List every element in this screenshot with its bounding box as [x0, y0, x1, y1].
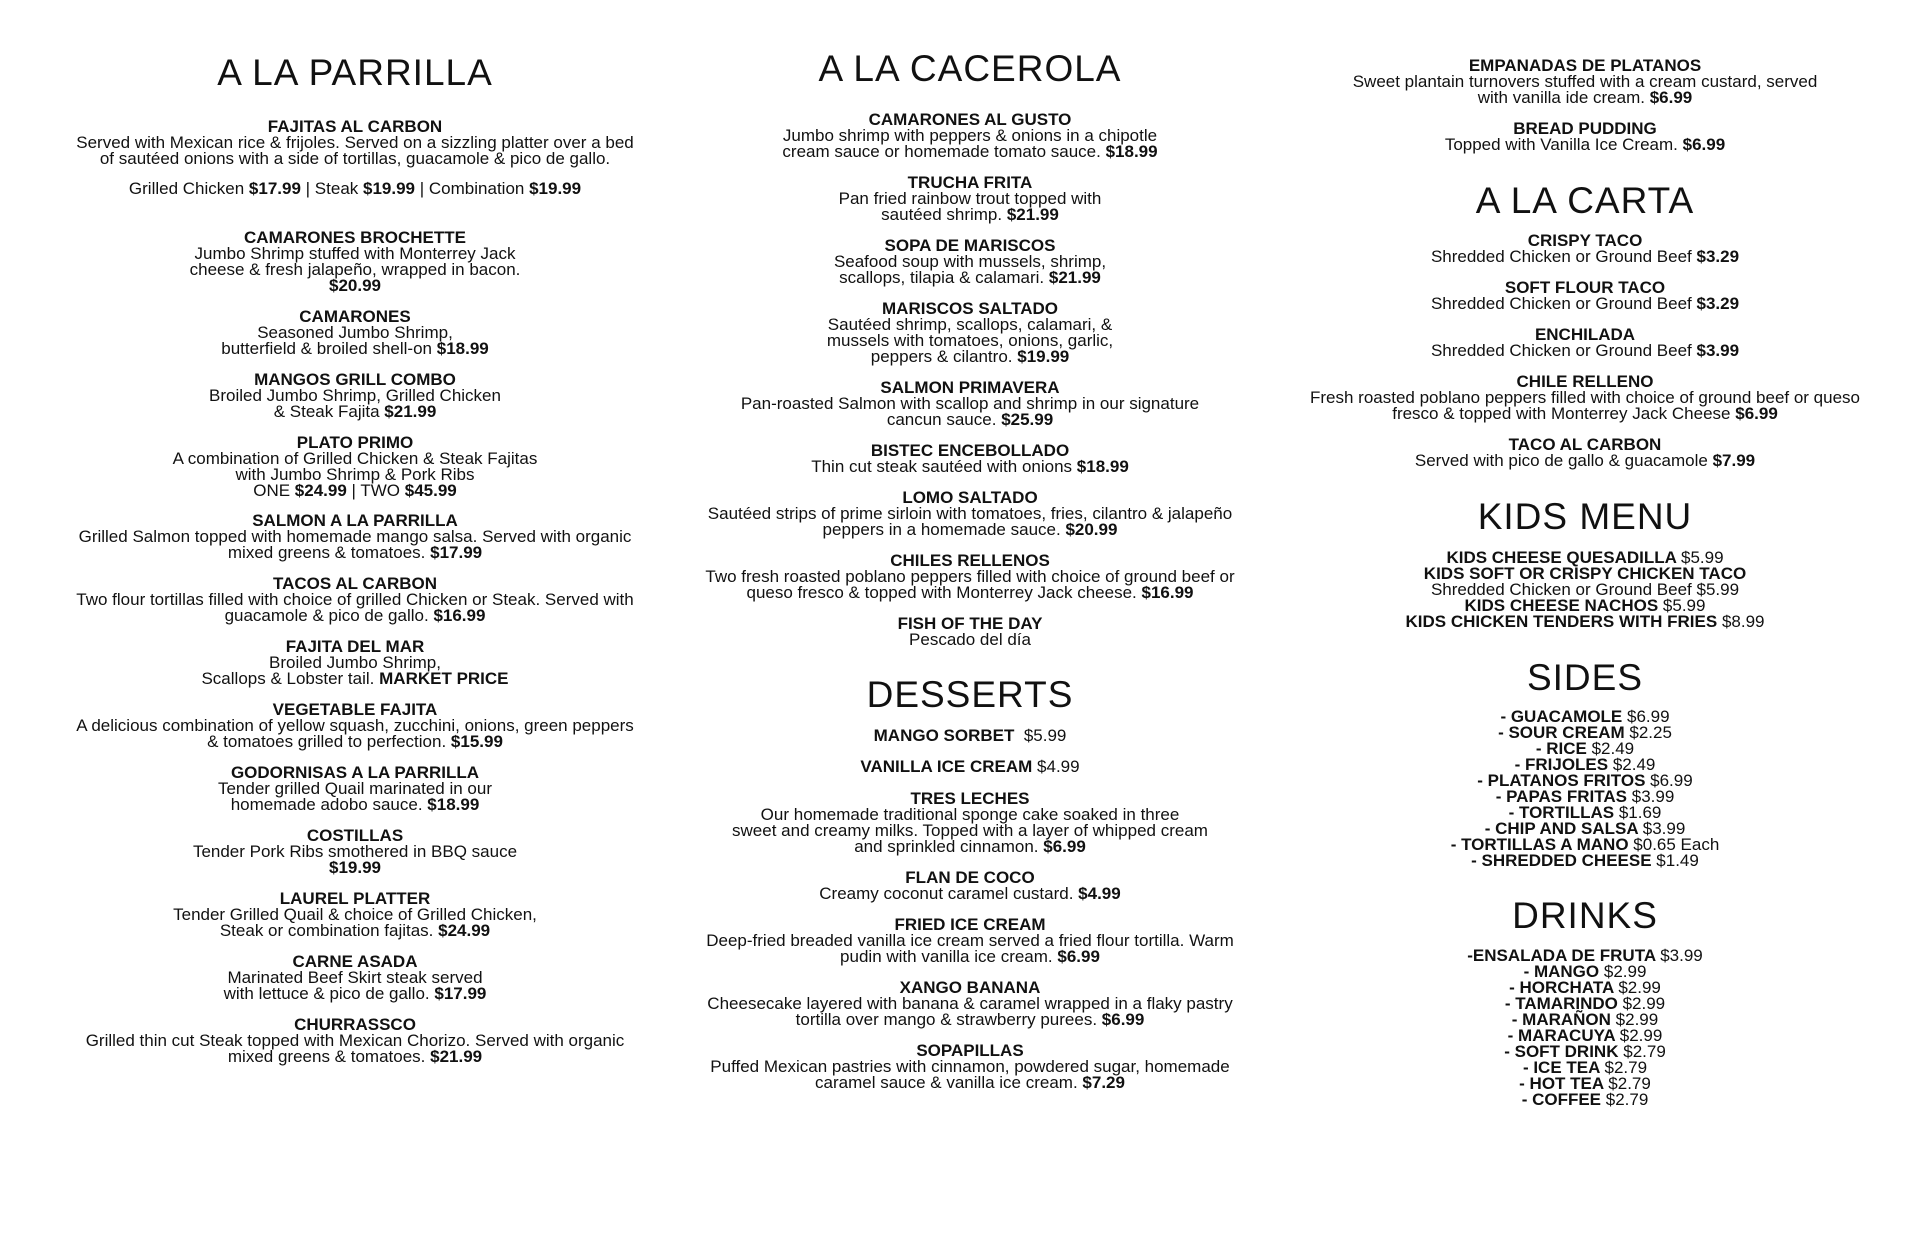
item-name: - ICE TEA [1522, 1058, 1600, 1077]
item-desc: mixed greens & tomatoes. [227, 1047, 426, 1066]
item-desc: Sautéed strips of prime sirloin with tomatoes, fries, cilantro & jalapeño [707, 504, 1233, 523]
item-desc: & tomatoes grilled to perfection. [207, 732, 447, 751]
price: $2.99 [1622, 994, 1666, 1013]
price: $6.99 [1043, 837, 1086, 856]
item-name: - HOT TEA [1519, 1074, 1604, 1093]
price: $20.99 [329, 276, 381, 295]
item-name: - MARAÑON [1511, 1010, 1611, 1029]
item-desc-line [40, 986, 670, 1002]
option-label: Steak [314, 179, 359, 198]
price: $16.99 [1141, 583, 1194, 602]
item-desc-line [40, 734, 670, 750]
menu-item-godornisas [40, 765, 670, 813]
menu-item-soft-flour-taco [1270, 280, 1900, 312]
menu-item-sopa-de-mariscos [660, 238, 1280, 286]
price: $21.99 [384, 402, 437, 421]
option-label: ONE [253, 481, 291, 500]
item-desc: Jumbo Shrimp stuffed with Monterrey Jack [194, 244, 516, 263]
price: $1.49 [1656, 851, 1699, 870]
option-label: Grilled Chicken [128, 179, 245, 198]
menu-item-laurel-platter [40, 891, 670, 939]
item-desc-line [660, 949, 1280, 965]
item-name: - SOUR CREAM [1498, 723, 1625, 742]
section-title-kids-menu: KIDS MENU [1477, 496, 1693, 537]
item-desc: Pan fried rainbow trout topped with [838, 189, 1102, 208]
menu-item-salmon-primavera [660, 380, 1280, 428]
price: $19.99 [529, 179, 582, 198]
item-name: SOFT FLOUR TACO [1504, 278, 1666, 297]
item-desc: Thin cut steak sautéed with onions [811, 457, 1073, 476]
item-name: - COFFEE [1521, 1090, 1602, 1109]
separator: | [351, 481, 356, 500]
item-desc: Tender Pork Ribs smothered in BBQ sauce [192, 842, 518, 861]
item-name: - GUACAMOLE [1500, 707, 1623, 726]
item-desc: Creamy coconut caramel custard. [819, 884, 1074, 903]
item-desc: Deep-fried breaded vanilla ice cream served a fried flour tortilla. Warm [706, 931, 1234, 950]
item-desc: Pescado del día [909, 630, 1031, 649]
item-desc: Shredded Chicken or Ground Beef [1430, 580, 1692, 599]
menu-item-camarones [40, 309, 670, 357]
item-name: CAMARONES [299, 307, 411, 326]
menu-item-chile-relleno [1270, 374, 1900, 422]
item-desc: and sprinkled cinnamon. [854, 837, 1039, 856]
item-desc: Two flour tortillas filled with choice of grilled Chicken or Steak. Served with [76, 590, 634, 609]
price: $4.99 [1078, 884, 1121, 903]
menu-item-lomo-saltado [660, 490, 1280, 538]
item-desc-line [1270, 406, 1900, 422]
price: $3.99 [1631, 787, 1675, 806]
menu-item-xango-banana [660, 980, 1280, 1028]
item-desc-line [40, 404, 670, 420]
item-name: FAJITAS AL CARBON [267, 117, 443, 136]
item-name: FLAN DE COCO [905, 868, 1035, 887]
menu-item-mangos-grill-combo [40, 372, 670, 420]
menu-item-flan-de-coco [660, 870, 1280, 902]
price: $0.65 Each [1633, 835, 1720, 854]
item-desc-line [40, 671, 670, 687]
item-desc: with vanilla ide cream. [1477, 88, 1645, 107]
item-desc: fresco & topped with Monterrey Jack Cheese [1392, 404, 1731, 423]
item-desc: Served with pico de gallo & guacamole [1414, 451, 1708, 470]
item-name: FISH OF THE DAY [897, 614, 1043, 633]
price: $3.99 [1642, 819, 1686, 838]
item-desc: guacamole & pico de gallo. [224, 606, 429, 625]
price: $25.99 [1001, 410, 1054, 429]
item-name: - MANGO [1523, 962, 1600, 981]
item-desc: Cheesecake layered with banana & caramel wrapped in a flaky pastry [707, 994, 1233, 1013]
menu-item-crispy-taco [1270, 233, 1900, 265]
item-name: MARISCOS SALTADO [882, 299, 1058, 318]
item-desc: with Jumbo Shrimp & Pork Ribs [235, 465, 475, 484]
price: $16.99 [433, 606, 486, 625]
item-line [660, 759, 1280, 775]
item-desc: & Steak Fajita [273, 402, 380, 421]
section-title-drinks: DRINKS [1512, 895, 1658, 936]
item-name: - PLATANOS FRITOS [1477, 771, 1646, 790]
menu-item-sopapillas [660, 1043, 1280, 1091]
item-desc-line [660, 459, 1280, 475]
item-desc-line [40, 797, 670, 813]
price: $2.49 [1591, 739, 1635, 758]
item-desc-line [1270, 90, 1900, 106]
item-desc: mixed greens & tomatoes. [227, 543, 426, 562]
item-name: - RICE [1535, 739, 1587, 758]
item-name: KIDS CHEESE QUESADILLA [1446, 548, 1677, 567]
item-name: - SHREDDED CHEESE [1471, 851, 1652, 870]
item-name: CHURRASSCO [294, 1015, 416, 1034]
price: $2.79 [1608, 1074, 1651, 1093]
item-desc-line [40, 341, 670, 357]
item-desc: Marinated Beef Skirt steak served [227, 968, 483, 987]
price: $5.99 [1662, 596, 1706, 615]
price: $3.29 [1696, 247, 1740, 266]
menu-item-costillas [40, 828, 670, 876]
item-name: -ENSALADA DE FRUTA [1467, 946, 1656, 965]
price: $18.99 [427, 795, 480, 814]
item-name: VEGETABLE FAJITA [272, 700, 438, 719]
item-name: SOPA DE MARISCOS [884, 236, 1056, 255]
item-desc: sautéed shrimp. [881, 205, 1003, 224]
price: $21.99 [1048, 268, 1101, 287]
kids-menu-list [1270, 550, 1900, 630]
item-name: - TORTILLAS A MANO [1450, 835, 1629, 854]
price: $17.99 [248, 179, 301, 198]
item-desc: cream sauce or homemade tomato sauce. [782, 142, 1101, 161]
item-desc: Broiled Jumbo Shrimp, Grilled Chicken [209, 386, 501, 405]
item-desc: Sautéed shrimp, scallops, calamari, & [827, 315, 1113, 334]
item-name: XANGO BANANA [899, 978, 1041, 997]
item-desc-line [40, 1049, 670, 1065]
price: $20.99 [1065, 520, 1118, 539]
menu-item-bread-pudding [1270, 121, 1900, 153]
menu-item-vanilla-ice-cream [660, 759, 1280, 775]
item-name: CAMARONES AL GUSTO [868, 110, 1072, 129]
item-desc: peppers & cilantro. [870, 347, 1013, 366]
price: $17.99 [434, 984, 487, 1003]
item-desc: Served with Mexican rice & frijoles. Served on a sizzling platter over a bed [76, 133, 634, 152]
menu-item-enchilada [1270, 327, 1900, 359]
item-desc-line [40, 923, 670, 939]
item-desc: Fresh roasted poblano peppers filled with choice of ground beef or queso [1309, 388, 1861, 407]
item-name: BISTEC ENCEBOLLADO [870, 441, 1070, 460]
item-desc: cancun sauce. [886, 410, 997, 429]
item-desc-line [660, 1075, 1280, 1091]
item-name: KIDS CHEESE NACHOS [1464, 596, 1659, 615]
price: $3.99 [1696, 341, 1740, 360]
price: $6.99 [1735, 404, 1778, 423]
item-name: - TAMARINDO [1504, 994, 1618, 1013]
menu-item-salmon-a-la-parrilla [40, 513, 670, 561]
item-name: TRES LECHES [910, 789, 1030, 808]
item-name: KIDS SOFT OR CRISPY CHICKEN TACO [1423, 564, 1747, 583]
item-desc-line [660, 585, 1280, 601]
price: $5.99 [1681, 548, 1724, 567]
item-name: BREAD PUDDING [1513, 119, 1657, 138]
menu-item-trucha-frita [660, 175, 1280, 223]
separator: | [305, 179, 311, 198]
item-name: SALMON A LA PARRILLA [252, 511, 458, 530]
price: MARKET PRICE [379, 669, 509, 688]
item-name: FRIED ICE CREAM [894, 915, 1046, 934]
item-desc: Pan-roasted Salmon with scallop and shrimp in our signature [740, 394, 1200, 413]
price: $6.99 [1627, 707, 1670, 726]
menu-item-camarones-al-gusto [660, 112, 1280, 160]
menu-item-vegetable-fajita [40, 702, 670, 750]
price: $7.99 [1712, 451, 1756, 470]
menu-item-carne-asada [40, 954, 670, 1002]
price: $5.99 [1696, 580, 1740, 599]
price: $18.99 [1076, 457, 1129, 476]
item-name: VANILLA ICE CREAM [860, 757, 1033, 776]
item-desc: A delicious combination of yellow squash, zucchini, onions, green peppers [76, 716, 634, 735]
item-desc-line [1270, 453, 1900, 469]
list-item [1270, 1092, 1900, 1108]
item-name: COSTILLAS [306, 826, 404, 845]
item-desc: mussels with tomatoes, onions, garlic, [826, 331, 1114, 350]
price: $4.99 [1037, 757, 1080, 776]
item-desc-line [1270, 249, 1900, 265]
menu-item-churrassco [40, 1017, 670, 1065]
fajitas-options [40, 181, 670, 197]
price: $2.25 [1629, 723, 1672, 742]
price: $21.99 [1006, 205, 1059, 224]
price: $18.99 [436, 339, 489, 358]
option-label: Combination [428, 179, 525, 198]
item-name: MANGOS GRILL COMBO [254, 370, 456, 389]
item-name: ENCHILADA [1534, 325, 1636, 344]
list-item [1270, 853, 1900, 869]
price: $6.99 [1682, 135, 1726, 154]
item-desc: tortilla over mango & strawberry purees. [795, 1010, 1098, 1029]
item-desc-line [660, 270, 1280, 286]
sides-list [1270, 709, 1900, 869]
item-desc: Seafood soup with mussels, shrimp, [833, 252, 1107, 271]
item-desc: A combination of Grilled Chicken & Steak Fajitas [172, 449, 538, 468]
price: $19.99 [363, 179, 416, 198]
item-name: CHILE RELLENO [1516, 372, 1654, 391]
list-item [1270, 614, 1900, 630]
item-desc: Shredded Chicken or Ground Beef [1430, 294, 1692, 313]
price: $21.99 [430, 1047, 483, 1066]
item-name: CHILES RELLENOS [890, 551, 1050, 570]
price: $6.99 [1101, 1010, 1145, 1029]
section-title-desserts: DESSERTS [866, 674, 1074, 715]
item-desc-line [1270, 343, 1900, 359]
item-desc: Puffed Mexican pastries with cinnamon, powdered sugar, homemade [710, 1057, 1230, 1076]
item-desc-line [660, 839, 1280, 855]
item-name: PLATO PRIMO [296, 433, 414, 452]
price: $2.99 [1619, 1026, 1663, 1045]
menu-item-empanadas-de-platanos [1270, 58, 1900, 106]
menu-item-camarones-brochette [40, 230, 670, 294]
price: $2.79 [1605, 1090, 1649, 1109]
item-desc: Tender Grilled Quail & choice of Grilled Chicken, [173, 905, 537, 924]
item-name: - FRIJOLES [1514, 755, 1609, 774]
item-desc: peppers in a homemade sauce. [822, 520, 1061, 539]
item-name: - TORTILLAS [1508, 803, 1615, 822]
item-desc-line [660, 144, 1280, 160]
price: $24.99 [294, 481, 347, 500]
item-name: TACOS AL CARBON [272, 574, 437, 593]
item-name: CAMARONES BROCHETTE [244, 228, 466, 247]
menu-item-tacos-al-carbon [40, 576, 670, 624]
item-desc: of sautéed onions with a side of tortillas, guacamole & pico de gallo. [99, 149, 611, 168]
price: $45.99 [404, 481, 457, 500]
item-desc-line [40, 545, 670, 561]
price: $2.79 [1604, 1058, 1648, 1077]
item-desc: Grilled thin cut Steak topped with Mexican Chorizo. Served with organic [85, 1031, 625, 1050]
item-name: TRUCHA FRITA [907, 173, 1033, 192]
item-name: CRISPY TACO [1527, 231, 1643, 250]
menu-item-bistec-encebollado [660, 443, 1280, 475]
item-desc: Broiled Jumbo Shrimp, [269, 653, 441, 672]
price: $3.99 [1660, 946, 1703, 965]
item-name: SALMON PRIMAVERA [880, 378, 1060, 397]
item-desc-line [40, 608, 670, 624]
item-name: - CHIP AND SALSA [1484, 819, 1639, 838]
item-desc: sweet and creamy milks. Topped with a layer of whipped cream [732, 821, 1208, 840]
item-desc-line [1270, 296, 1900, 312]
section-title-a-la-parrilla: A LA PARRILLA [217, 52, 493, 93]
menu-item-plato-primo [40, 435, 670, 499]
item-desc: Two fresh roasted poblano peppers filled with choice of ground beef or [705, 567, 1235, 586]
item-desc-line [660, 886, 1280, 902]
item-name: EMPANADAS DE PLATANOS [1468, 56, 1702, 75]
item-desc: homemade adobo sauce. [230, 795, 423, 814]
price: $19.99 [1017, 347, 1070, 366]
price: $2.99 [1618, 978, 1661, 997]
item-desc-line [660, 522, 1280, 538]
item-desc-line [660, 1012, 1280, 1028]
price: $17.99 [430, 543, 483, 562]
item-desc-line [660, 412, 1280, 428]
section-title-a-la-cacerola: A LA CACEROLA [818, 48, 1122, 89]
item-name: FAJITA DEL MAR [285, 637, 425, 656]
item-name: - HORCHATA [1509, 978, 1614, 997]
item-desc: queso fresco & topped with Monterrey Jack cheese. [746, 583, 1137, 602]
price: $2.79 [1623, 1042, 1666, 1061]
plato-options [40, 483, 670, 499]
item-name: SOPAPILLAS [916, 1041, 1024, 1060]
item-desc: Topped with Vanilla Ice Cream. [1444, 135, 1678, 154]
item-desc: Steak or combination fajitas. [219, 921, 434, 940]
price: $6.99 [1650, 771, 1693, 790]
item-desc: Scallops & Lobster tail. [201, 669, 375, 688]
item-desc: with lettuce & pico de gallo. [223, 984, 430, 1003]
menu-item-fried-ice-cream [660, 917, 1280, 965]
option-label: TWO [360, 481, 401, 500]
item-name: KIDS CHICKEN TENDERS WITH FRIES [1405, 612, 1718, 631]
item-name: MANGO SORBET [873, 726, 1015, 745]
price: $2.99 [1615, 1010, 1659, 1029]
item-line [660, 728, 1280, 744]
item-name: - PAPAS FRITAS [1495, 787, 1627, 806]
menu-item-mango-sorbet [660, 728, 1280, 744]
item-name: - MARACUYA [1507, 1026, 1616, 1045]
item-desc-line [660, 207, 1280, 223]
price: $18.99 [1105, 142, 1158, 161]
menu-item-fajita-del-mar [40, 639, 670, 687]
item-desc: Grilled Salmon topped with homemade mango salsa. Served with organic [78, 527, 632, 546]
item-name: CARNE ASADA [292, 952, 418, 971]
item-desc: pudin with vanilla ice cream. [840, 947, 1053, 966]
menu-item-taco-al-carbon [1270, 437, 1900, 469]
item-desc: Shredded Chicken or Ground Beef [1430, 247, 1692, 266]
item-desc: Tender grilled Quail marinated in our [217, 779, 493, 798]
item-desc-line [660, 349, 1280, 365]
price: $7.29 [1082, 1073, 1125, 1092]
item-desc: Our homemade traditional sponge cake soaked in three [760, 805, 1180, 824]
price: $5.99 [1023, 726, 1067, 745]
item-desc-line [1270, 137, 1900, 153]
menu-item-mariscos-saltado [660, 301, 1280, 365]
item-name: GODORNISAS A LA PARRILLA [230, 763, 480, 782]
price: $8.99 [1721, 612, 1765, 631]
price: $2.99 [1603, 962, 1647, 981]
item-desc: caramel sauce & vanilla ice cream. [815, 1073, 1078, 1092]
item-desc: Sweet plantain turnovers stuffed with a cream custard, served [1352, 72, 1818, 91]
item-desc: Shredded Chicken or Ground Beef [1430, 341, 1692, 360]
item-desc: Seasoned Jumbo Shrimp, [257, 323, 453, 342]
item-name: TACO AL CARBON [1508, 435, 1662, 454]
menu-item-tres-leches [660, 791, 1280, 855]
item-desc: butterfield & broiled shell-on [221, 339, 432, 358]
price: $6.99 [1649, 88, 1693, 107]
item-desc: scallops, tilapia & calamari. [839, 268, 1045, 287]
item-name: LAUREL PLATTER [279, 889, 431, 908]
menu-item-fajitas-al-carbon [40, 119, 670, 197]
item-desc: cheese & fresh jalapeño, wrapped in bacon. [189, 260, 521, 279]
item-name: LOMO SALTADO [902, 488, 1038, 507]
item-desc: Jumbo shrimp with peppers & onions in a chipotle [782, 126, 1158, 145]
drinks-list [1270, 948, 1900, 1108]
menu-item-chiles-rellenos [660, 553, 1280, 601]
item-name: - SOFT DRINK [1504, 1042, 1619, 1061]
price: $2.49 [1612, 755, 1656, 774]
section-title-a-la-carta: A LA CARTA [1475, 180, 1695, 221]
price: $1.69 [1618, 803, 1662, 822]
price: $6.99 [1057, 947, 1100, 966]
price: $19.99 [329, 858, 381, 877]
section-title-sides: SIDES [1526, 657, 1644, 698]
price: $24.99 [438, 921, 491, 940]
menu-item-fish-of-the-day [660, 616, 1280, 648]
price: $15.99 [450, 732, 503, 751]
price: $3.29 [1696, 294, 1740, 313]
separator: | [419, 179, 425, 198]
